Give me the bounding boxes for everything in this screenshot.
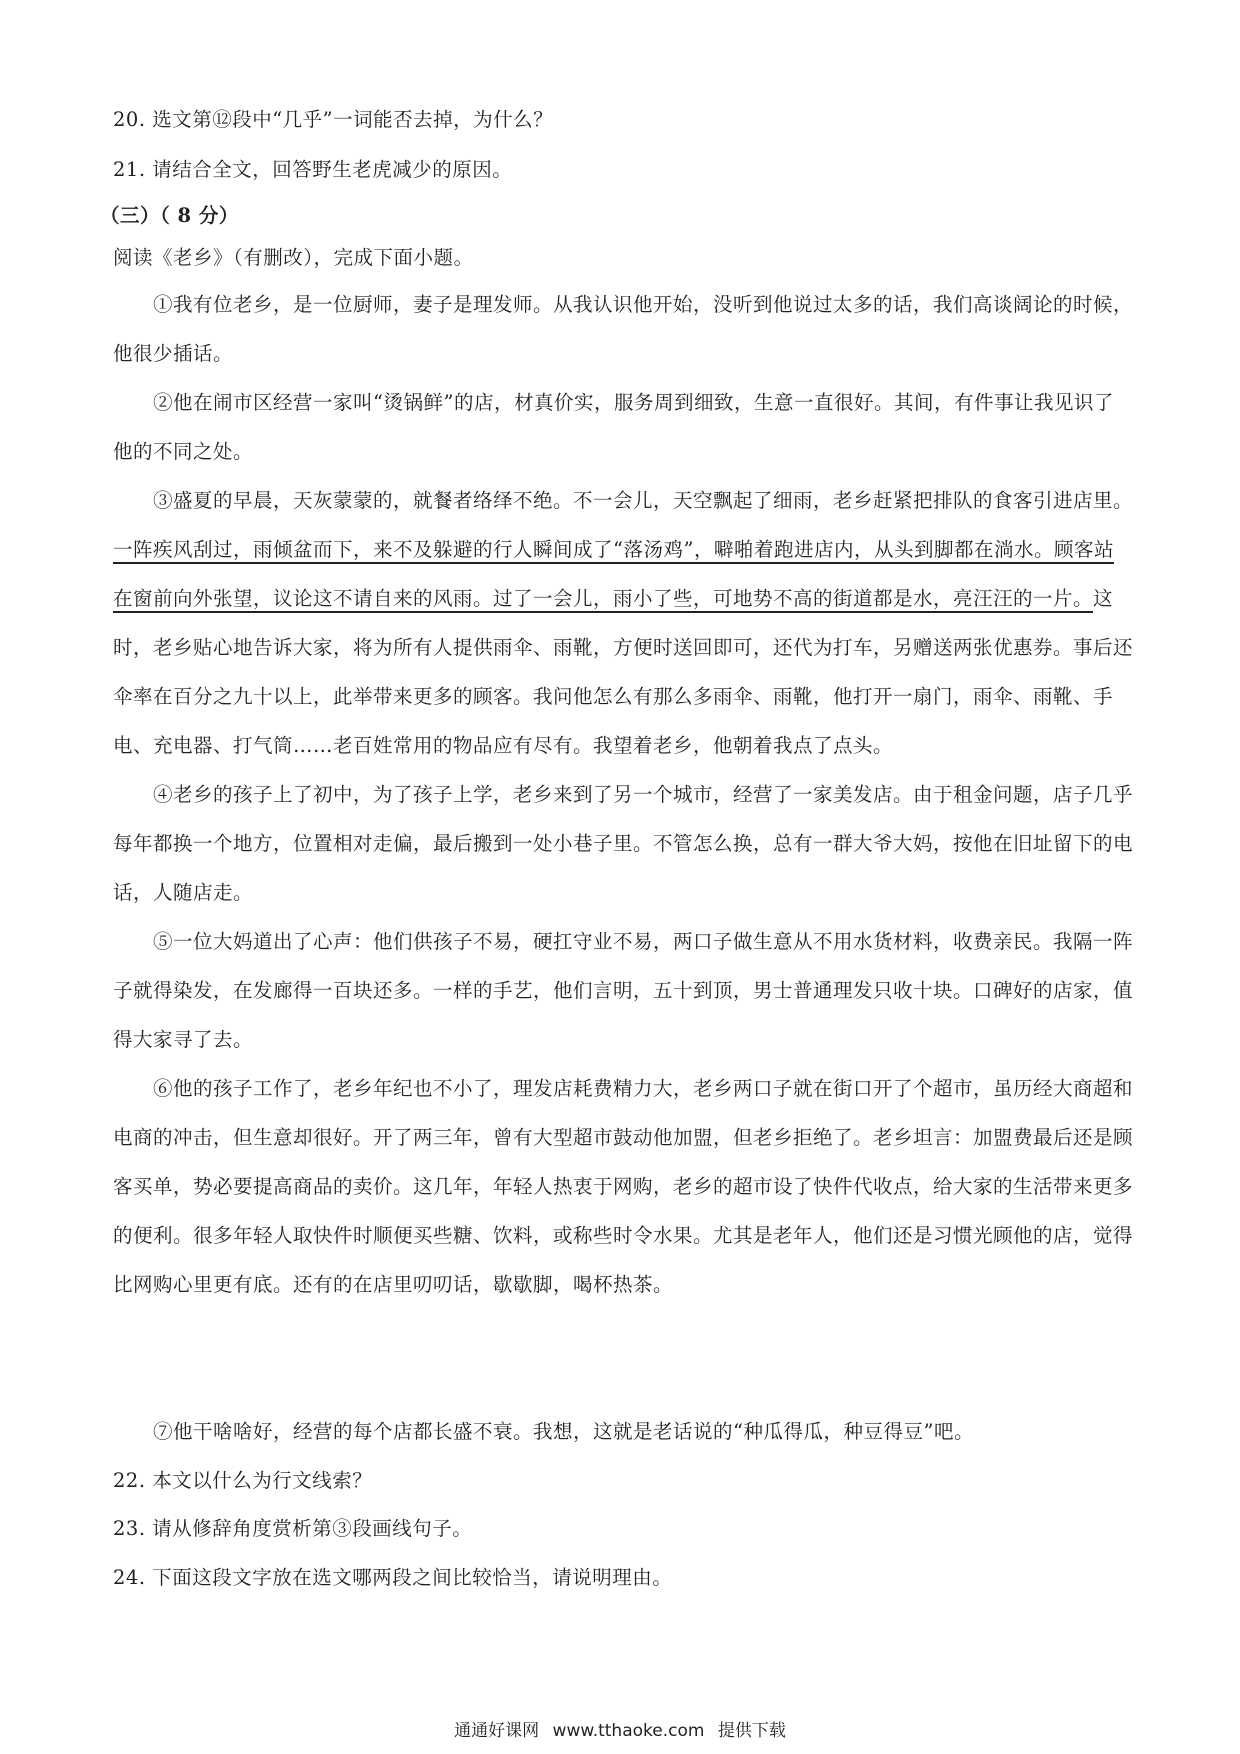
question-21: 21. 请结合全文，回答野生老虎减少的原因。 [113, 158, 513, 181]
paragraph-6 [113, 1064, 1133, 1309]
paragraph-5 [113, 917, 1133, 1064]
paragraph-4-text: ④老乡的孩子上了初中，为了孩子上学，老乡来到了另一个城市，经营了一家美发店。由于租金问题，店子几乎每年都换一个地方，位置相对走偏，最后搬到一处小巷子里。不管怎么换，总有一群大爷大妈，按他在旧址留下的电话，人随店走。 [113, 783, 1134, 904]
section-heading: （三）（ 8 分） [100, 204, 239, 227]
section-intro: 阅读《老乡》（有删改），完成下面小题。 [113, 246, 474, 269]
question-23: 23. 请从修辞角度赏析第③段画线句子。 [113, 1517, 473, 1540]
paragraph-3-text-a: ③盛夏的早晨，天灰蒙蒙的，就餐者络绎不绝。不一会儿，天空飘起了细雨，老乡赶紧把排队的食客引进店里。 [153, 489, 1134, 512]
paragraph-3 [113, 476, 1133, 770]
footer-suffix: 提供下载 [717, 1721, 786, 1741]
paragraph-1 [113, 280, 1133, 378]
paragraph-1-text: ①我有位老乡，是一位厨师，妻子是理发师。从我认识他开始，没听到他说过太多的话，我们高谈阔论的时候，他很少插话。 [113, 293, 1134, 365]
footer-url[interactable]: www.tthaoke.com [552, 1721, 705, 1741]
question-24: 24. 下面这段文字放在选文哪两段之间比较恰当，请说明理由。 [113, 1566, 673, 1589]
paragraph-3-text-b: 这时，老乡贴心地告诉大家，将为所有人提供雨伞、雨靴，方便时送回即可，还代为打车，另赠送两张优惠券。事后还伞率在百分之九十以上，此举带来更多的顾客。我问他怎么有那么多雨伞、雨靴，他打开一扇门，雨伞、雨靴、手电、充电器、打气筒……老百姓常用的物品应有尽有。我望着老乡，他朝着我点了点头。 [113, 587, 1134, 757]
footer-site-name: 通通好课网 [454, 1721, 540, 1741]
paragraph-7 [113, 1407, 1133, 1456]
question-20: 20. 选文第⑫段中“几乎”一词能否去掉，为什么？ [113, 108, 554, 131]
paragraph-6-text: ⑥他的孩子工作了，老乡年纪也不小了，理发店耗费精力大，老乡两口子就在街口开了个超市，虽历经大商超和电商的冲击，但生意却很好。开了两三年，曾有大型超市鼓动他加盟，但老乡拒绝了。老乡坦言：加盟费最后还是顾客买单，势必要提高商品的卖价。这几年，年轻人热衷于网购，老乡的超市设了快件代收点，给大家的生活带来更多的便利。很多年轻人取快件时顺便买些糖、饮料，或称些时令水果。尤其是老年人，他们还是习惯光顾他的店，觉得比网购心里更有底。还有的在店里叨叨话，歇歇脚，喝杯热茶。 [113, 1077, 1134, 1296]
paragraph-3-underlined-sentence: 一阵疾风刮过，雨倾盆而下，来不及躲避的行人瞬间成了“落汤鸡”，噼啪着跑进店内，从头到脚都在淌水。顾客站在窗前向外张望，议论这不请自来的风雨。过了一会儿，雨小了些，可地势不高的街道都是水，亮汪汪的一片。 [113, 538, 1114, 610]
paragraph-7-text: ⑦他干啥啥好，经营的每个店都长盛不衰。我想，这就是老话说的“种瓜得瓜，种豆得豆”吧。 [153, 1420, 974, 1443]
page-footer [0, 1716, 1240, 1741]
paragraph-5-text: ⑤一位大妈道出了心声：他们供孩子不易，硬扛守业不易，两口子做生意从不用水货材料，收费亲民。我隔一阵子就得染发，在发廊得一百块还多。一样的手艺，他们言明，五十到顶，男士普通理发只收十块。口碑好的店家，值得大家寻了去。 [113, 930, 1134, 1051]
paragraph-4 [113, 770, 1133, 917]
question-22: 22. 本文以什么为行文线索？ [113, 1469, 373, 1492]
paragraph-2 [113, 378, 1133, 476]
paragraph-2-text: ②他在闹市区经营一家叫“烫锅鲜”的店，材真价实，服务周到细致，生意一直很好。其间，有件事让我见识了他的不同之处。 [113, 391, 1114, 463]
